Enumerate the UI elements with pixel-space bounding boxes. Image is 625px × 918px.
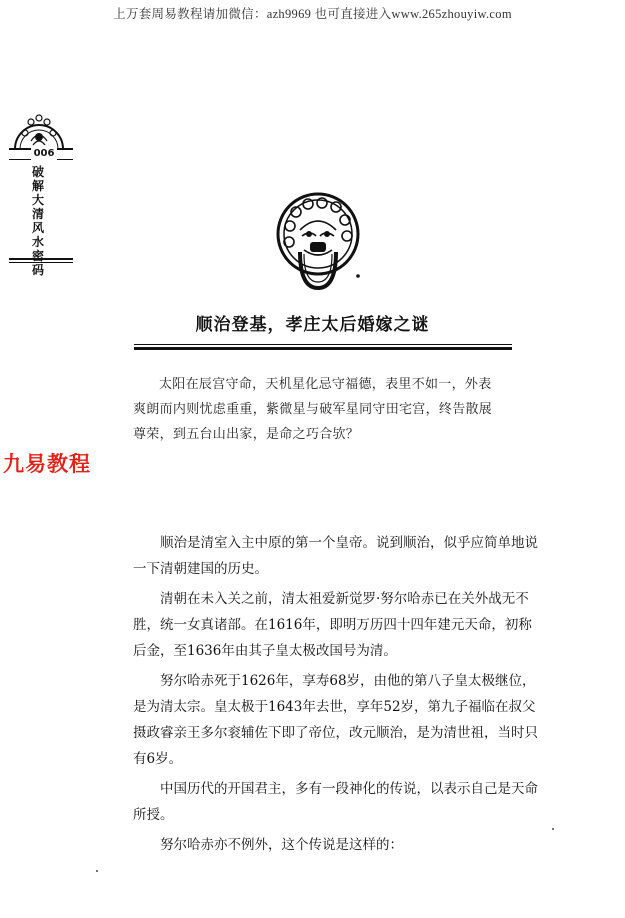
chapter-title: 顺治登基，孝庄太后婚嫁之谜 [195, 315, 430, 335]
body-paragraph: 中国历代的开国君主，多有一段神化的传说，以表示自己是天命所授。 [133, 781, 538, 823]
book-title-vertical: 破解大清风水密码 [31, 165, 44, 277]
body-paragraph: 努尔哈赤亦不例外，这个传说是这样的： [160, 837, 403, 853]
title-divider [134, 344, 512, 350]
body-paragraph: 顺治是清室入主中原的第一个皇帝。说到顺治，似乎应简单地说一下清朝建国的历史。 [133, 535, 538, 577]
chapter-body [133, 530, 543, 862]
page-number: 006 [31, 148, 57, 160]
chapter-intro: 太阳在辰宫守命，天机星化忌守福德，表里不如一，外表爽朗而内则忧虑重重，紫微星与破军星同守田宅宫，终告散展尊荣，到五台山出家，是命之巧合欤？ [133, 377, 493, 442]
lion-door-knocker-icon [270, 190, 368, 296]
page-number-tab [9, 148, 73, 162]
body-paragraph: 努尔哈赤死于1626年，享寿68岁，由他的第八子皇太极继位，是为清太宗。皇太极于1643年去世，享年52岁，第九子福临在叔父摄政睿亲王多尔衮辅佐下即了帝位，改元顺治，是为清世祖，当时只有6岁。 [133, 673, 538, 767]
watermark-text: 九易教程 [3, 452, 91, 476]
scan-speck [96, 870, 98, 872]
door-knocker-emblem-icon [11, 103, 67, 153]
sidebar-divider [9, 258, 73, 263]
page-header-ad: 上万套周易教程请加微信：azh9969 也可直接进入www.265zhouyiw.com [113, 7, 512, 21]
body-paragraph: 清朝在未入关之前，清太祖爱新觉罗·努尔哈赤已在关外战无不胜，统一女真诸部。在1616年，即明万历四十四年建元天命，初称后金，至1636年由其子皇太极改国号为清。 [133, 591, 532, 659]
scan-speck [552, 828, 554, 830]
